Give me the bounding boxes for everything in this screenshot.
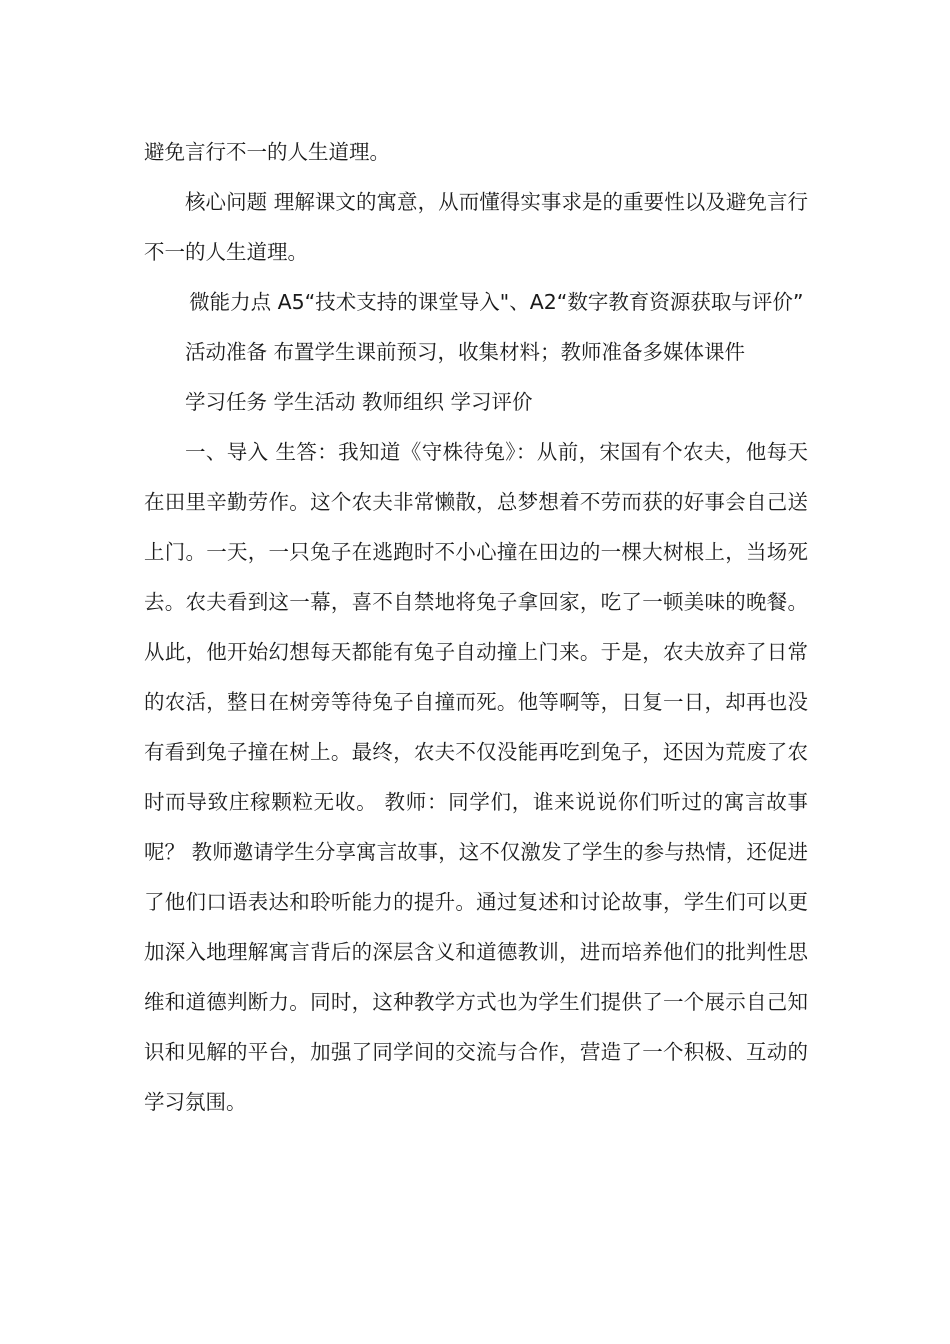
document-body xyxy=(144,127,808,1127)
paragraph-core-question: 核心问题 理解课文的寓意，从而懂得实事求是的重要性以及避免言行不一的人生道理。 xyxy=(144,190,808,264)
paragraph-table-header: 学习任务 学生活动 教师组织 学习评价 xyxy=(185,390,533,414)
paragraph-micro-ability: 微能力点 A5“技术支持的课堂导入"、A2“数字教育资源获取与评价” xyxy=(189,290,804,314)
paragraph-activity-prep: 活动准备 布置学生课前预习，收集材料；教师准备多媒体课件 xyxy=(185,340,746,364)
paragraph-introduction: 一、导入 生答：我知道《守株待兔》：从前，宋国有个农夫，他每天在田里辛勤劳作。这个农夫非常懒散，总梦想着不劳而获的好事会自己送上门。一天，一只兔子在逃跑时不小心撞在田边的一棵大树根上，当场死去。农夫看到这一幕，喜不自禁地将兔子拿回家，吃了一顿美味的晚餐。从此，他开始幻想每天都能有兔子自动撞上门来。于是，农夫放弃了日常的农活，整日在树旁等待兔子自撞而死。他等啊等，日复一日，却再也没有看到兔子撞在树上。最终，农夫不仅没能再吃到兔子，还因为荒废了农时而导致庄稼颗粒无收。 教师：同学们，谁来说说你们听过的寓言故事呢？ 教师邀请学生分享寓言故事，这不仅激发了学生的参与热情，还促进了他们口语表达和聆听能力的提升。通过复述和讨论故事，学生们可以更加深入地理解寓言背后的深层含义和道德教训，进而培养他们的批判性思维和道德判断力。同时，这种教学方式也为学生们提供了一个展示自己知识和见解的平台，加强了同学间的交流与合作，营造了一个积极、互动的学习氛围。 xyxy=(144,440,808,1114)
paragraph-continuation: 避免言行不一的人生道理。 xyxy=(144,140,390,164)
